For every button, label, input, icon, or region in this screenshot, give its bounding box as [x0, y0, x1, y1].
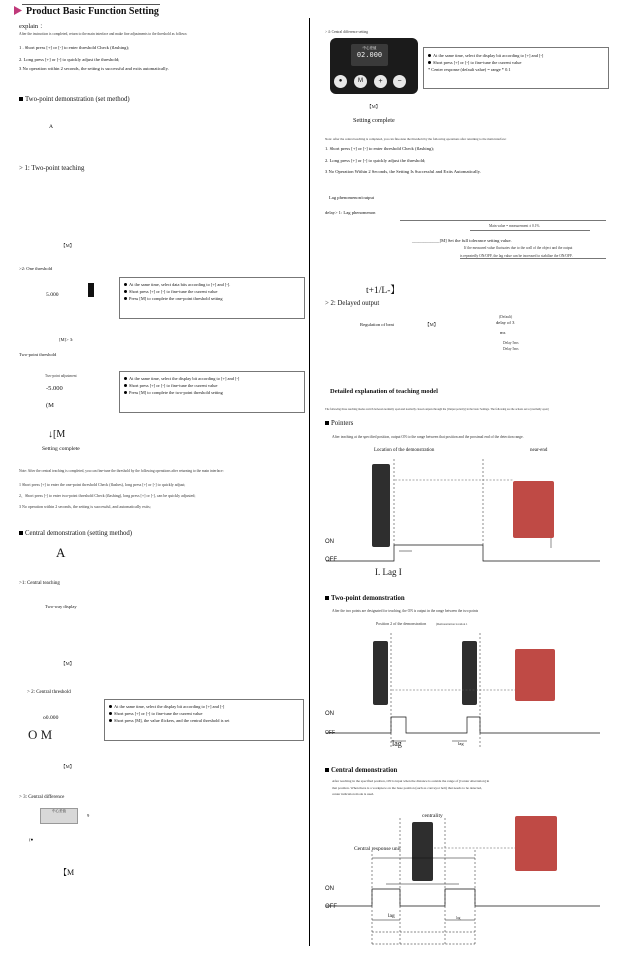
off-label-1: OFF	[325, 557, 337, 563]
box1-line-3: Press [M] to complete the one-point threshold setting	[124, 296, 304, 301]
box1-line-2: Short press [+] or [-] to fine-tune the current value	[124, 289, 304, 294]
central-desc-3: center indication mode is used.	[332, 792, 375, 796]
central-desc-1: After teaching in the specified position, ON is input when the distance is outside the range of [Center Aberration] in	[332, 779, 490, 783]
two-point-demo-heading: Two-point demonstration	[325, 595, 405, 602]
box3-line-1: At the same time, select the display bit according to [+] and [-]	[109, 704, 303, 709]
regulation-of-beat: Regulation of beat	[360, 322, 394, 327]
box4-line-1: At the same time, select the display bit according to [+] and [-]	[428, 53, 608, 58]
two-way-display: Two-way display	[45, 604, 77, 609]
step-3: 3 No operation within 2 seconds, the setting is successful and exits automatically.	[19, 66, 169, 71]
delay-5-b: Delay 5ms	[503, 347, 519, 351]
mark-m-right: 【M】	[367, 104, 381, 109]
box3-line-3: Short press [M], the value flickers, and the central threshold is set	[109, 718, 303, 723]
setting-complete-right: Setting complete	[353, 117, 395, 124]
pointers-desc: After teaching at the specified position, output ON to the range between that position and the proximal end of the detection range.	[332, 435, 524, 439]
lag-label-2a: lag	[392, 739, 402, 748]
delay-of: delay of 3	[496, 320, 515, 325]
step-2: 2. Long press [+] or [-] to quickly adjust the threshold;	[19, 57, 120, 62]
explain-note: After the instruction is completed, return to the main interface and make fine adjustments to the threshold as follows:	[19, 32, 188, 36]
delayed-output: > 2: Delayed output	[325, 300, 380, 307]
right-step-2: 2. Long press [+] or [-] to quickly adjust the threshold;	[325, 158, 426, 163]
central-diff-setting: > 4: Central difference setting	[325, 30, 369, 34]
right-step-1: 1. Short press [+] or [-] to enter threshold Check (flashing);	[325, 146, 435, 151]
central-desc-2: that position. When there is a workpiece on the base position (such as conveyor belt) that needs to be detected,	[332, 786, 482, 790]
lag-label-3b: lag	[456, 916, 461, 920]
central-threshold: > 2: Central threshold	[27, 690, 71, 695]
mark-m-small: 【M】	[425, 322, 439, 327]
m-set: ____________[M] Set the full tolerance setting value.	[412, 238, 512, 243]
om-label: O M	[28, 727, 53, 742]
value-neg5000: -5.000	[46, 385, 63, 392]
central-demo-heading: Central demonstration	[325, 767, 397, 774]
central-teaching: >1: Central teaching	[19, 581, 60, 586]
note-right: Note: After the central teaching is completed, you can fine-tune the threshold by the following operations after returning to the main interface:	[325, 137, 507, 141]
delay-lag: delay> 1: Lag phenomenon	[325, 210, 376, 215]
mark-m-3: 【M】	[61, 764, 75, 769]
position-2-label: Position 2 of the demonstration	[376, 621, 427, 626]
lcd-display: 中心差值 02.000	[351, 44, 388, 66]
location-label: Location of the demonstration	[374, 448, 435, 453]
step2-2: 2、Short press [-] to enter two-point threshold Check (flashing), long press [+] or [-], can be quickly adjusted;	[19, 493, 196, 498]
value-5000: 5.000	[46, 292, 59, 298]
detailed-note: The following three teaching modes switch between normally open and normally closed outputs through the [Output polarity] in the basic Settings. The following are the actions set to [normally open]	[325, 408, 549, 411]
plus-button[interactable]: +	[374, 75, 387, 88]
step2-3: 3 No operation within 2 seconds, the setting is successful, and automatically exits;	[19, 504, 151, 509]
m-paren: (M	[46, 402, 54, 409]
near-end-label: near-end	[530, 448, 548, 453]
minus-button[interactable]: −	[393, 75, 406, 88]
m-button[interactable]: M	[354, 75, 367, 88]
box2-line-3: Press [M] to complete the two-point threshold setting	[124, 390, 304, 395]
lcd-mini: 中心差值	[40, 808, 78, 824]
two-point-heading: Two-point demonstration (set method)	[19, 96, 130, 103]
tiny-label: Two-point adjustment	[45, 374, 77, 378]
lag-output: Lag phenomenon/output	[329, 195, 375, 200]
lag-label-2b: lag	[458, 741, 464, 746]
central-difference: > 3: Central difference	[19, 795, 65, 800]
default-label: (Default)	[499, 315, 513, 319]
power-button[interactable]: ●	[334, 75, 347, 88]
t-label: t+1/L-】	[366, 286, 400, 296]
step-1: 1 . Short press [+] or [-] to enter threshold Check (flashing);	[19, 45, 130, 50]
nine: 9	[87, 813, 90, 818]
arrow-m: ↓[M	[48, 429, 66, 440]
box3-line-2: Short press [+] or [-] to fine-tune the current value	[109, 711, 303, 716]
box2-line-2: Short press [+] or [-] to fine-tune the current value	[124, 383, 304, 388]
off-label-3: OFF	[325, 904, 337, 910]
box4-line-2: Short press [+] or [-] to fine-tune the current value	[428, 60, 608, 65]
note2: Note: After the central teaching is completed, you can fine-tune the threshold by the following operations after returning to the main interface:	[19, 469, 224, 473]
detailed-title: Detailed explanation of teaching model	[330, 388, 438, 395]
central-response-label: Central response unit	[354, 846, 401, 852]
bracket-m: 【M	[59, 868, 75, 877]
two-point-threshold: Two-point threshold	[19, 352, 57, 357]
position-loc-label: (Demonstration location 1	[436, 622, 468, 626]
two-point-desc: After the two points are designated for teaching, the ON is output in the range between the two points	[332, 609, 479, 613]
box4-line-3: * Center response (default value) = range * 0.1	[428, 67, 511, 72]
page-title: Product Basic Function Setting	[14, 6, 159, 17]
right-step-3: 3 No Operation Within 2 Seconds, the Setting Is Successful and Exits Automatically.	[325, 169, 481, 174]
value-o0000: o0.000	[43, 715, 59, 721]
on-label-1: ON	[325, 539, 334, 545]
centrality-label: centrality	[422, 813, 443, 819]
central-heading: Central demonstration (setting method)	[19, 530, 132, 537]
step2-1: 1 Short press [+] to enter the one-point threshold Check (flashes), long press [+] or [-] to quickly adjust;	[19, 482, 186, 487]
bullet-c: (●	[29, 837, 34, 842]
box1-line-1: At the same time, select data bits according to [+] and [-].	[124, 282, 304, 287]
one-threshold: >2: One threshold	[19, 266, 53, 271]
explain-label: explain ：	[19, 23, 47, 30]
lag-label-3: lag	[388, 913, 395, 919]
lag-label-1: I. Lag I	[375, 567, 402, 577]
m-step-3: [M]> 3:	[59, 337, 74, 342]
setting-complete-left: Setting complete	[42, 446, 80, 452]
delay-5-a: Delay 5ms	[503, 341, 519, 345]
off-label-2: OFF	[325, 730, 335, 736]
letter-a2: A	[56, 545, 66, 560]
pointers-heading: Pointers	[325, 420, 353, 427]
fluct-1: If the measured value fluctuates due to the wall of the object and the output	[464, 246, 573, 250]
on-label-2: ON	[325, 711, 334, 717]
letter-a: A	[49, 124, 54, 130]
main-value: Main value = measurement ± 0.1%	[489, 224, 540, 228]
box2-line-1: At the same time, select the display bit according to [+] and [-]	[124, 376, 304, 381]
fluct-2: is repeatedly ON/OFF, the lag value can be increased to stabilize the ON/OFF.	[460, 254, 573, 258]
ms-label: ms	[500, 330, 506, 335]
on-label-3: ON	[325, 886, 334, 892]
two-point-teaching: > 1: Two-point teaching	[19, 165, 85, 172]
mark-m-1: 【M】	[61, 243, 75, 248]
mark-m-2: 【M】	[61, 661, 75, 666]
